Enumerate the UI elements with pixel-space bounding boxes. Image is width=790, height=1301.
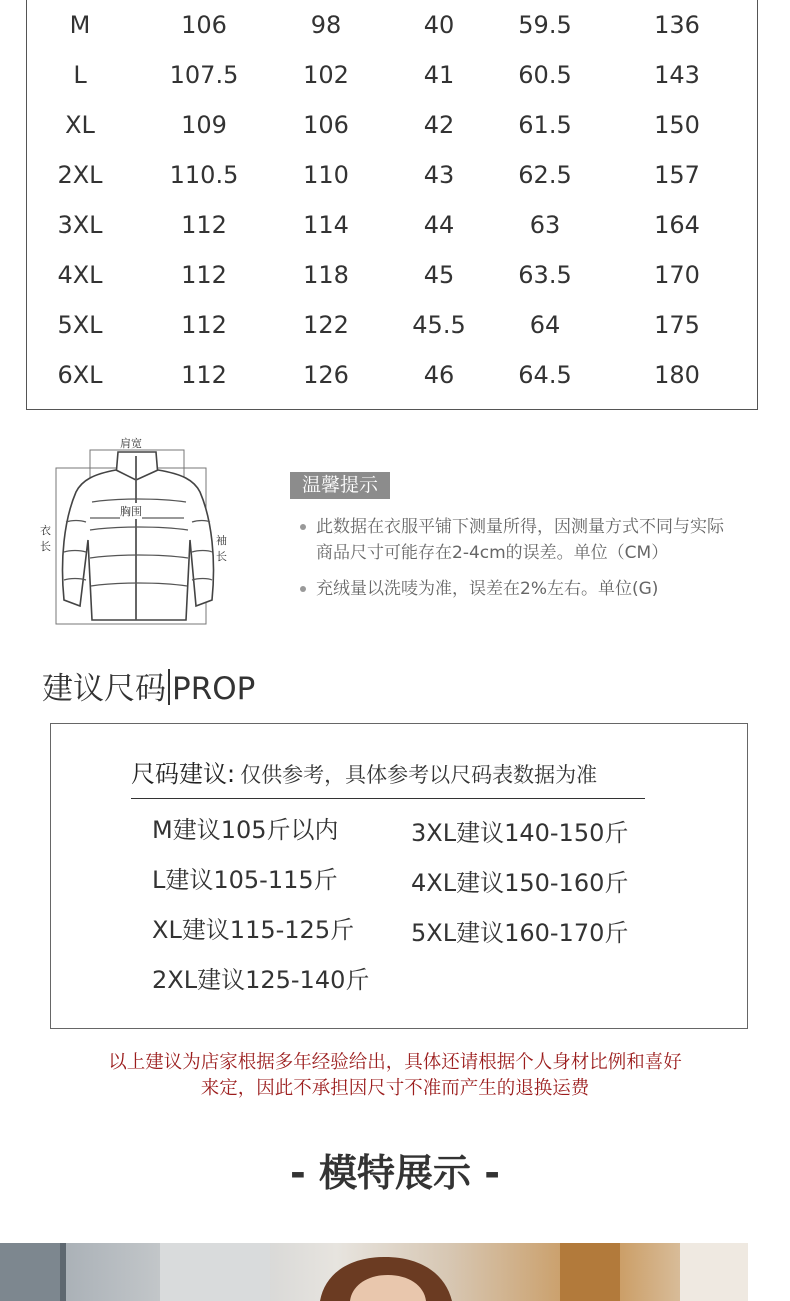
size-table-row	[27, 100, 757, 150]
size-label-cell: L	[73, 61, 87, 89]
size-value-cell: 98	[310, 11, 342, 39]
size-value-cell: 109	[181, 111, 227, 139]
size-label-cell: M	[69, 11, 91, 39]
size-label-cell: 2XL	[57, 161, 103, 189]
size-value-cell: 114	[303, 211, 349, 239]
jacket-illustration	[36, 430, 246, 635]
size-value-cell: 102	[303, 61, 349, 89]
suggestion-item: 5XL建议160-170斤	[411, 919, 629, 947]
size-value-cell: 43	[423, 161, 455, 189]
size-value-cell: 143	[654, 61, 700, 89]
tips-badge: 温馨提示	[290, 472, 390, 499]
model-photo-graphic	[0, 1243, 748, 1301]
size-value-cell: 107.5	[169, 61, 239, 89]
size-table-row	[27, 50, 757, 100]
label-length-2: 长	[40, 540, 51, 553]
size-table	[26, 0, 758, 410]
disclaimer-line-1: 以上建议为店家根据多年经验给出，具体还请根据个人身材比例和喜好	[108, 1052, 682, 1073]
size-value-cell: 122	[303, 311, 349, 339]
size-label-cell: 5XL	[57, 311, 103, 339]
size-label-cell: 4XL	[57, 261, 103, 289]
size-label-cell: 6XL	[57, 361, 103, 389]
measurement-diagram	[36, 430, 246, 635]
section-title-en: PROP	[172, 671, 256, 707]
label-sleeve-2: 长	[216, 550, 227, 563]
size-value-cell: 63	[529, 211, 561, 239]
size-value-cell: 136	[654, 11, 700, 39]
suggestion-item: XL建议115-125斤	[152, 916, 355, 944]
size-value-cell: 112	[181, 211, 227, 239]
size-value-cell: 126	[303, 361, 349, 389]
disclaimer-line-2: 来定，因此不承担因尺寸不准而产生的退换运费	[200, 1078, 590, 1099]
size-value-cell: 157	[654, 161, 700, 189]
label-length-1: 衣	[40, 524, 51, 537]
size-value-cell: 164	[654, 211, 700, 239]
size-value-cell: 170	[654, 261, 700, 289]
size-suggestion-box	[50, 723, 748, 1029]
size-value-cell: 106	[303, 111, 349, 139]
size-value-cell: 106	[181, 11, 227, 39]
suggestion-item: 3XL建议140-150斤	[411, 819, 629, 847]
size-value-cell: 175	[654, 311, 700, 339]
model-showcase-title: - 模特展示 -	[289, 1151, 500, 1195]
suggestion-item: 4XL建议150-160斤	[411, 869, 629, 897]
size-table-row	[27, 0, 757, 50]
size-value-cell: 64.5	[518, 361, 572, 389]
size-value-cell: 64	[529, 311, 561, 339]
size-table-row	[27, 200, 757, 250]
title-divider	[168, 669, 170, 705]
suggestion-header	[131, 754, 645, 799]
section-title	[42, 666, 255, 712]
tip-text-1: 此数据在衣服平铺下测量所得，因测量方式不同与实际	[316, 517, 724, 537]
model-photo	[0, 1243, 748, 1301]
suggestion-item: M建议105斤以内	[152, 816, 339, 844]
bullet-dot	[300, 524, 306, 530]
suggestion-disclaimer: 仅供参考，具体参考以尺码表数据为准	[240, 763, 598, 787]
suggestion-item: 2XL建议125-140斤	[152, 966, 370, 994]
size-value-cell: 110	[303, 161, 349, 189]
size-value-cell: 59.5	[518, 11, 572, 39]
size-value-cell: 45.5	[412, 311, 466, 339]
size-table-row	[27, 150, 757, 200]
size-value-cell: 110.5	[169, 161, 239, 189]
label-shoulder: 肩宽	[120, 437, 142, 450]
size-value-cell: 60.5	[518, 61, 572, 89]
size-value-cell: 40	[423, 11, 455, 39]
size-value-cell: 180	[654, 361, 700, 389]
suggestion-lead: 尺码建议:	[131, 760, 236, 788]
size-value-cell: 63.5	[518, 261, 572, 289]
size-table-row	[27, 250, 757, 300]
size-value-cell: 62.5	[518, 161, 572, 189]
size-value-cell: 45	[423, 261, 455, 289]
suggestion-item: L建议105-115斤	[152, 866, 338, 894]
size-value-cell: 41	[423, 61, 455, 89]
bullet-dot	[300, 586, 306, 592]
size-value-cell: 46	[423, 361, 455, 389]
tip-text-2: 充绒量以洗唛为准，误差在2%左右。单位(G)	[316, 579, 659, 599]
size-value-cell: 112	[181, 311, 227, 339]
size-value-cell: 42	[423, 111, 455, 139]
size-table-row	[27, 300, 757, 350]
size-value-cell: 61.5	[518, 111, 572, 139]
size-value-cell: 118	[303, 261, 349, 289]
size-label-cell: 3XL	[57, 211, 103, 239]
label-chest: 胸围	[120, 505, 142, 518]
section-title-cn: 建议尺码	[42, 671, 166, 707]
size-value-cell: 150	[654, 111, 700, 139]
size-table-row	[27, 350, 757, 400]
size-value-cell: 112	[181, 261, 227, 289]
size-value-cell: 112	[181, 361, 227, 389]
tip-text-1b: 商品尺寸可能存在2-4cm的误差。单位（CM）	[316, 543, 669, 563]
label-sleeve-1: 袖	[216, 534, 227, 547]
size-value-cell: 44	[423, 211, 455, 239]
size-label-cell: XL	[65, 111, 95, 139]
